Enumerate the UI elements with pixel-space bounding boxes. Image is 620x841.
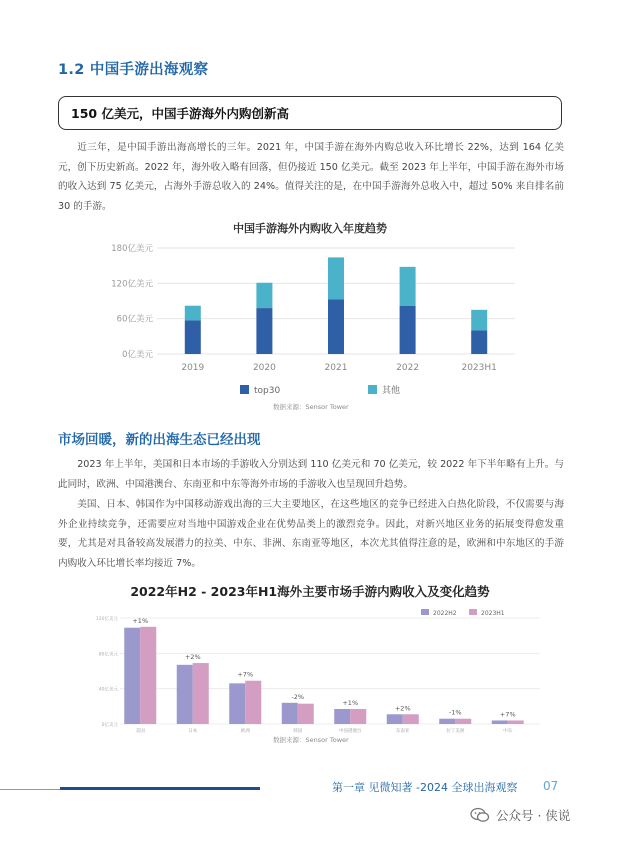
wechat-icon <box>470 807 490 823</box>
x-tick-label: 欧洲 <box>240 729 250 734</box>
bar-2022H2 <box>124 628 140 724</box>
x-tick-label: 2021 <box>324 363 348 373</box>
y-tick-label: 40亿美元 <box>98 687 118 693</box>
section-title: 1.2 中国手游出海观察 <box>58 62 209 78</box>
bar-2023H1 <box>508 720 524 724</box>
bar-其他 <box>471 310 487 331</box>
x-tick-label: 韩国 <box>293 729 303 734</box>
page-number: 07 <box>543 779 559 793</box>
footer-rule-light <box>0 789 60 790</box>
change-annotation: +7% <box>499 710 516 719</box>
bar-2023H1 <box>193 663 209 724</box>
change-annotation: -1% <box>448 708 462 717</box>
change-annotation: +1% <box>132 616 149 625</box>
bar-2023H1 <box>298 704 314 724</box>
chart1-title: 中国手游海外内购收入年度趋势 <box>233 222 387 235</box>
change-annotation: +1% <box>342 698 359 707</box>
x-tick-label: 拉丁美洲 <box>446 729 465 734</box>
bar-2022H2 <box>282 703 298 724</box>
change-annotation: +2% <box>184 653 201 662</box>
subheading: 市场回暖，新的出海生态已经出现 <box>58 432 261 448</box>
chart-source: 数据来源：Sensor Tower <box>273 736 349 744</box>
footer-chapter: 第一章 见微知著 -2024 全球出海观察 <box>332 781 518 794</box>
bar-2023H1 <box>245 681 261 724</box>
legend-swatch <box>421 609 429 615</box>
paragraph-regions: 美国、日本、韩国作为中国移动游戏出海的三大主要地区，在这些地区的竞争已经进入白热化阶段，不仅需要与海外企业持续竞争，还需要应对当地中国游戏企业在优势品类上的激烈竞争。因此，对新兴地区业务的拓展变得愈发重要，尤其是对具备较高发展潜力的拉美、中东、非洲、东南亚等地区，本次尤其值得注意的是，欧洲和中东地区的手游内购收入环比增长率均接近 7%。 <box>58 499 564 569</box>
y-tick-label: 120亿美元 <box>111 279 153 290</box>
bar-top30 <box>185 320 201 354</box>
bar-top30 <box>328 299 344 354</box>
bar-top30 <box>400 306 416 354</box>
callout-text: 150 亿美元，中国手游海外内购创新高 <box>71 106 289 121</box>
x-tick-label: 中国港澳台 <box>339 729 362 734</box>
footer-rule-dark <box>60 787 260 790</box>
chart-source: 数据来源：Sensor Tower <box>273 403 349 411</box>
x-tick-label: 日本 <box>188 729 198 734</box>
bar-其他 <box>185 306 201 321</box>
bar-2022H2 <box>439 719 455 724</box>
legend-label: 2023H1 <box>481 610 505 617</box>
legend-label: top30 <box>254 386 281 396</box>
legend-swatch <box>469 609 477 615</box>
change-annotation: -2% <box>291 692 305 701</box>
paragraph-market: 2023 年上半年，美国和日本市场的手游收入分别达到 110 亿美元和 70 亿美元，较 2022 年下半年略有上升。与此同时，欧洲、中国港澳台、东南亚和中东等海外市场的手游收入也呈现回升趋势。 <box>58 459 564 490</box>
bar-其他 <box>328 257 344 299</box>
y-tick-label: 0亿美元 <box>101 723 118 728</box>
annual-revenue-chart <box>95 236 535 416</box>
x-tick-label: 2019 <box>181 363 205 373</box>
watermark-text: 公众号 · 侠说 <box>496 808 571 823</box>
bar-2023H1 <box>140 627 156 724</box>
bar-2022H2 <box>177 665 193 724</box>
x-tick-label: 中东 <box>503 729 513 734</box>
bar-2023H1 <box>403 714 419 724</box>
x-tick-label: 2020 <box>252 363 276 373</box>
bar-其他 <box>256 283 272 308</box>
bar-2022H2 <box>492 720 508 724</box>
legend-label: 其他 <box>382 386 401 396</box>
x-tick-label: 2022 <box>396 363 420 373</box>
change-annotation: +2% <box>394 704 411 713</box>
bar-2022H2 <box>334 709 350 724</box>
x-tick-label: 美国 <box>135 729 145 734</box>
y-tick-label: 120亿美元 <box>95 617 118 622</box>
chart2-title: 2022年H2 - 2023年H1海外主要市场手游内购收入及变化趋势 <box>130 584 490 599</box>
bar-top30 <box>256 308 272 354</box>
y-tick-label: 180亿美元 <box>111 244 153 254</box>
bar-其他 <box>400 267 416 306</box>
change-annotation: +7% <box>237 670 254 679</box>
bar-2023H1 <box>455 719 471 724</box>
bar-2023H1 <box>350 709 366 724</box>
callout-box <box>58 96 562 130</box>
x-tick-label: 2023H1 <box>461 363 497 373</box>
market-revenue-chart <box>88 600 548 748</box>
legend-swatch <box>240 385 249 394</box>
watermark <box>470 806 570 824</box>
y-tick-label: 0亿美元 <box>122 350 153 360</box>
x-tick-label: 东南亚 <box>396 729 410 734</box>
y-tick-label: 60亿美元 <box>116 314 153 325</box>
bar-top30 <box>471 330 487 354</box>
paragraph-intro: 近三年，是中国手游出海高增长的三年。2021 年，中国手游在海外内购总收入环比增长 22%，达到 164 亿美元，创下历史新高。2022 年，海外收入略有回落，但仍接近 150 亿美元。截至 2023 年上半年，中国手游在海外市场的收入达到 75 亿美元，占海外手游总收入的 24%。值得关注的是，在中国手游海外总收入中，超过 50% 来自排名前 30 的手游。 <box>58 142 564 212</box>
legend-label: 2022H2 <box>433 610 457 617</box>
bar-2022H2 <box>229 683 245 724</box>
legend-swatch <box>368 385 377 394</box>
bar-2022H2 <box>387 714 403 724</box>
y-tick-label: 80亿美元 <box>98 652 118 658</box>
